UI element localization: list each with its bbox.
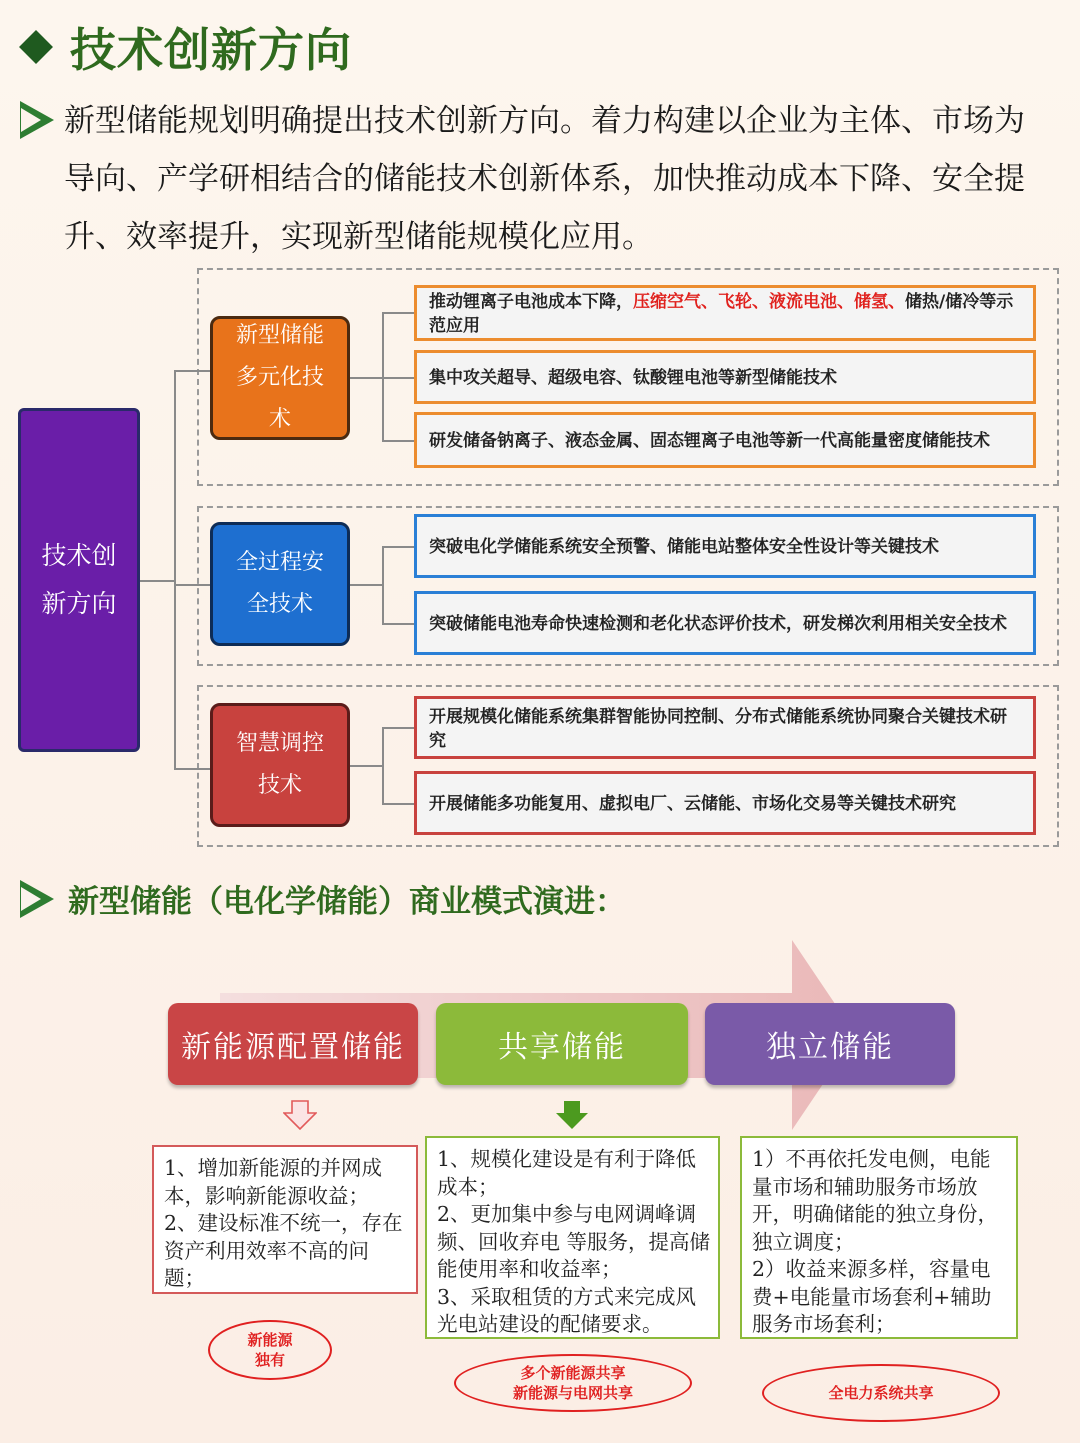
root-node: 技术创新方向 — [18, 408, 140, 752]
connector — [382, 623, 414, 625]
scope-oval-text: 新能源 — [247, 1331, 293, 1349]
connector — [350, 377, 384, 379]
connector — [174, 584, 210, 586]
connector — [140, 580, 176, 582]
leaf-text-highlight: 压缩空气、飞轮、液流电池、储氢、 — [633, 292, 905, 312]
connector — [174, 370, 176, 770]
leaf-item — [414, 696, 1036, 759]
leaf-item — [414, 350, 1036, 404]
scope-oval — [208, 1320, 332, 1380]
stage-box-renewable-storage: 新能源配置储能 — [168, 1003, 418, 1085]
down-arrow-icon — [283, 1100, 317, 1130]
leaf-item — [414, 285, 1036, 341]
scope-oval-text: 独有 — [254, 1351, 285, 1369]
leaf-text: 开展规模化储能系统集群智能协同控制、分布式储能系统协同聚合关键技术研究 — [429, 706, 1007, 751]
leaf-text: 突破电化学储能系统安全预警、储能电站整体安全性设计等关键技术 — [429, 537, 939, 557]
category-safety-tech: 全过程安全技术 — [210, 522, 350, 646]
arrow-bullet-icon — [20, 101, 54, 139]
connector — [350, 584, 384, 586]
leaf-text: 研发储备钠离子、液态金属、固态锂离子电池等新一代高能量密度储能技术 — [429, 431, 990, 451]
stage-description-text: 1、增加新能源的并网成本，影响新能源收益； 2、建设标准不统一，存在资产利用效率不高的问题； — [164, 1156, 403, 1290]
connector — [382, 546, 414, 548]
leaf-item — [414, 412, 1036, 468]
page-title — [20, 14, 352, 80]
stage-description — [152, 1145, 418, 1294]
intro-paragraph: 新型储能规划明确提出技术创新方向。着力构建以企业为主体、市场为导向、产学研相结合的储能技术创新体系，加快推动成本下降、安全提升、效率提升，实现新型储能规模化应用。 — [64, 103, 1025, 255]
leaf-text-part: 推动锂离子电池成本下降， — [429, 292, 633, 312]
connector — [382, 727, 414, 729]
connector — [382, 546, 384, 624]
section-heading — [20, 876, 626, 921]
arrow-bullet-icon — [20, 880, 54, 918]
leaf-text: 开展储能多功能复用、虚拟电厂、云储能、市场化交易等关键技术研究 — [429, 794, 956, 814]
scope-oval-text: 全电力系统共享 — [828, 1384, 934, 1402]
title-text: 技术创新方向 — [70, 23, 352, 77]
connector — [174, 768, 210, 770]
leaf-text: 突破储能电池寿命快速检测和老化状态评价技术，研发梯次利用相关安全技术 — [429, 614, 1007, 634]
connector — [350, 765, 384, 767]
connector — [382, 727, 384, 804]
stage-description-text: 1、规模化建设是有利于降低成本； 2、更加集中参与电网调峰调频、回收弃电 等服务，提高储能使用率和收益率； 3、采取租赁的方式来完成风光电站建设的配储要求。 — [437, 1147, 711, 1336]
stage-description-text: 1）不再依托发电侧，电能量市场和辅助服务市场放开，明确储能的独立身份，独立调度； 2）收益来源多样，容量电费+电能量市场套利+辅助服务市场套利； — [752, 1147, 998, 1336]
leaf-item — [414, 591, 1036, 655]
leaf-item — [414, 771, 1036, 835]
diamond-bullet-icon — [19, 30, 53, 64]
scope-oval-text: 新能源与电网共享 — [512, 1384, 633, 1402]
connector — [382, 803, 414, 805]
down-arrow-icon — [555, 1100, 589, 1130]
scope-oval-text: 多个新能源共享 — [520, 1364, 626, 1382]
category-smart-control-tech: 智慧调控技术 — [210, 703, 350, 827]
leaf-item — [414, 514, 1036, 578]
leaf-text: 集中攻关超导、超级电容、钛酸锂电池等新型储能技术 — [429, 368, 837, 388]
connector — [174, 370, 210, 372]
connector — [382, 440, 414, 442]
stage-description — [425, 1136, 720, 1339]
stage-box-independent-storage: 独立储能 — [705, 1003, 955, 1085]
stage-description — [740, 1136, 1018, 1339]
connector — [382, 377, 414, 379]
section-heading-text: 新型储能（电化学储能）商业模式演进： — [68, 884, 626, 920]
connector — [382, 312, 414, 314]
category-diversified-tech: 新型储能多元化技术 — [210, 316, 350, 440]
scope-oval — [762, 1364, 1000, 1422]
stage-box-shared-storage: 共享储能 — [436, 1003, 688, 1085]
leaf-text-part: 储热/储冷等示范应用 — [429, 292, 1014, 336]
scope-oval — [454, 1354, 692, 1412]
leaf-text — [429, 290, 1021, 338]
